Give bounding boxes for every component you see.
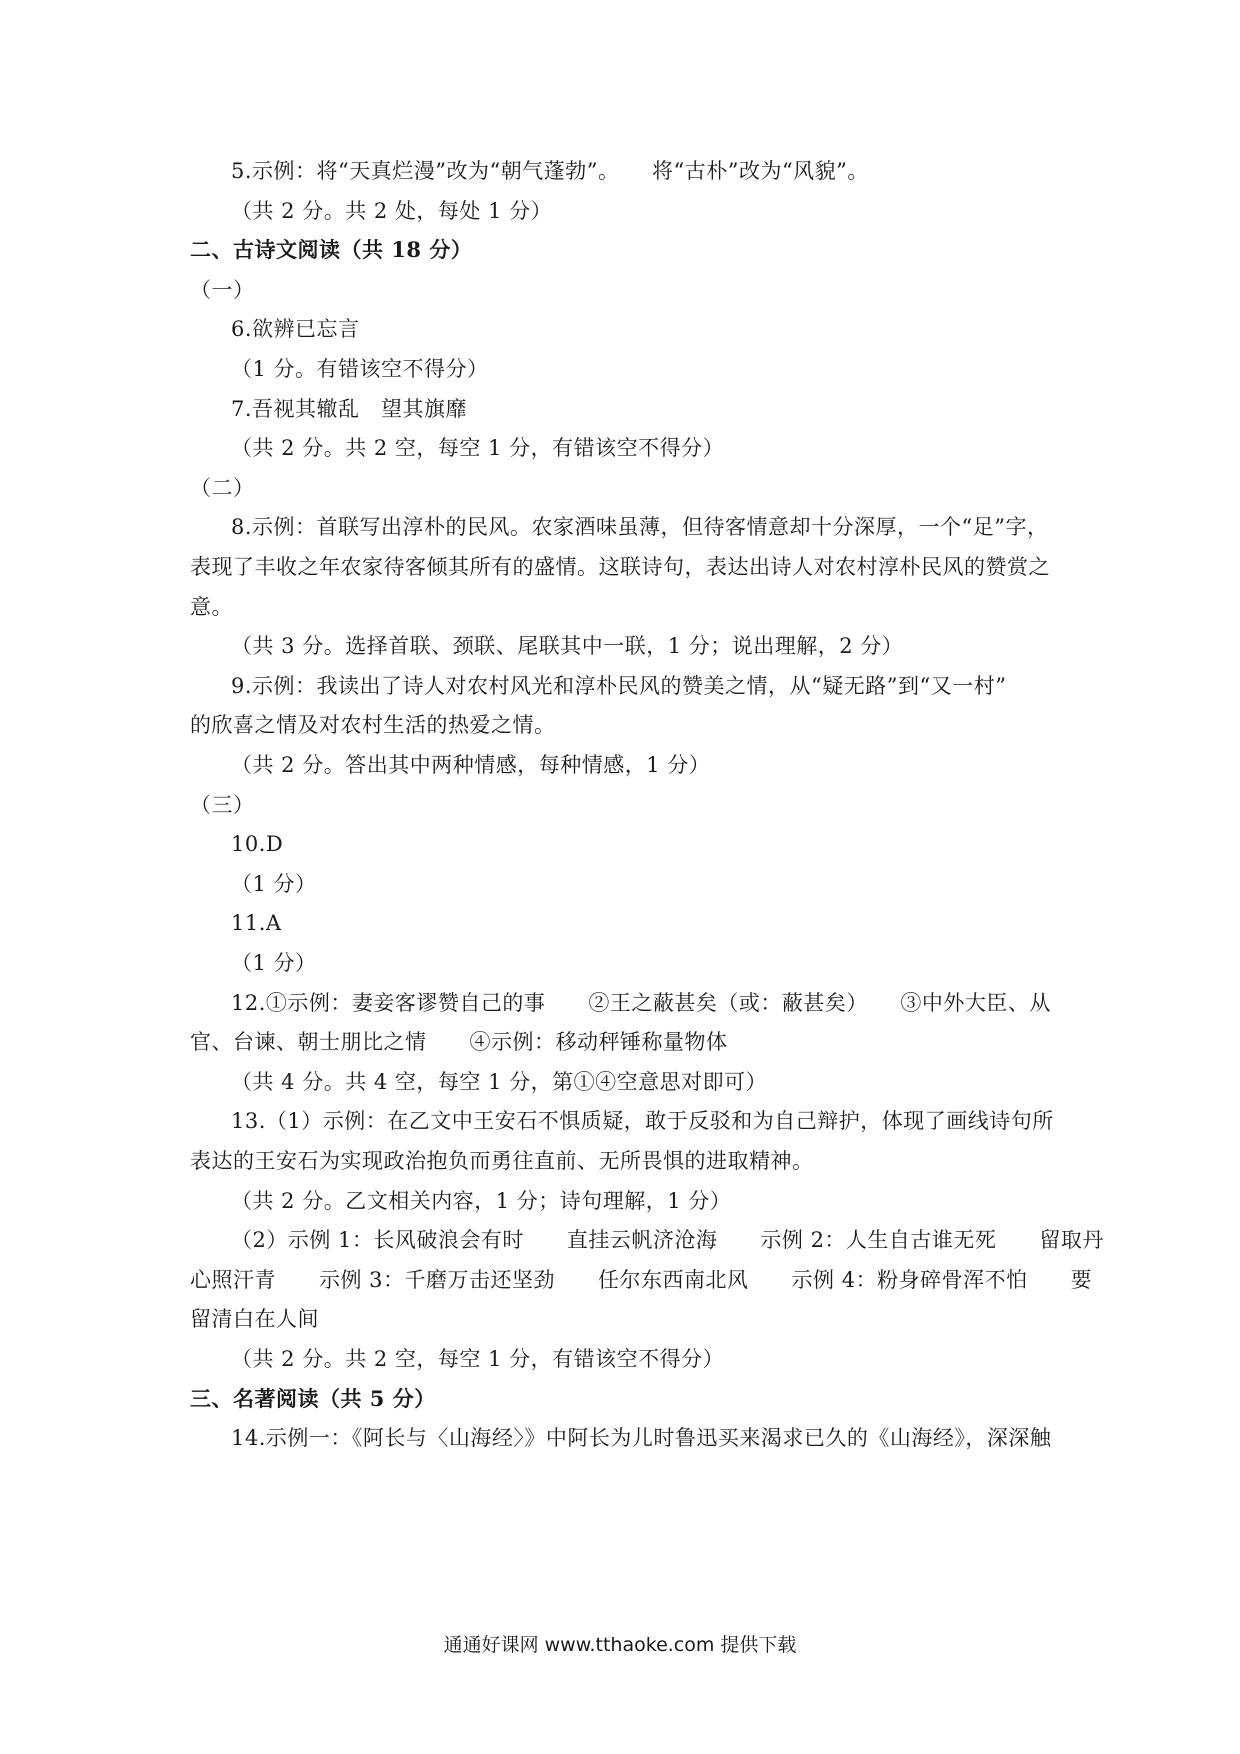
- text-line: （共 2 分。共 2 空，每空 1 分，有错该空不得分）: [231, 1347, 725, 1371]
- text-line: 的欣喜之情及对农村生活的热爱之情。: [190, 713, 556, 737]
- text-line: 8.示例：首联写出淳朴的民风。农家酒味虽薄，但待客情意却十分深厚，一个“足”字，: [231, 515, 1049, 539]
- text-line: 6.欲辨已忘言: [231, 317, 360, 341]
- text-line: 意。: [190, 595, 233, 619]
- text-line: 心照汗青 示例 3：千磨万击还坚劲 任尔东西南北风 示例 4：粉身碎骨浑不怕 要: [190, 1268, 1093, 1292]
- text-line: （共 3 分。选择首联、颈联、尾联其中一联，1 分；说出理解，2 分）: [231, 634, 904, 658]
- text-line: 二、古诗文阅读（共 18 分）: [190, 237, 473, 262]
- text-line: 11.A: [231, 911, 282, 935]
- text-line: 13.（1）示例：在乙文中王安石不惧质疑，敢于反驳和为自己辩护，体现了画线诗句所: [231, 1109, 1054, 1133]
- text-line: 表达的王安石为实现政治抱负而勇往直前、无所畏惧的进取精神。: [190, 1149, 814, 1173]
- text-line: （共 2 分。共 2 处，每处 1 分）: [231, 199, 553, 223]
- text-line: 官、台谏、朝士朋比之情 ④示例：移动秤锤称量物体: [190, 1030, 728, 1054]
- text-line: 10.D: [231, 832, 284, 856]
- text-line: 12.①示例：妻妾客谬赞自己的事 ②王之蔽甚矣（或：蔽甚矣） ③中外大臣、从: [231, 991, 1051, 1015]
- text-line: （1 分）: [231, 951, 317, 975]
- text-line: 14.示例一：《阿长与〈山海经〉》中阿长为儿时鲁迅买来渴求已久的《山海经》，深深触: [231, 1426, 1052, 1450]
- text-line: （1 分）: [231, 872, 317, 896]
- text-line: （二）: [190, 476, 255, 500]
- text-line: （1 分。有错该空不得分）: [231, 357, 489, 381]
- text-line: （一）: [190, 278, 255, 302]
- text-line: （共 2 分。乙文相关内容，1 分；诗句理解，1 分）: [231, 1189, 732, 1213]
- page-footer: 通通好课网 www.tthaoke.com 提供下载: [443, 1634, 797, 1656]
- text-line: （共 2 分。共 2 空，每空 1 分，有错该空不得分）: [231, 436, 725, 460]
- text-line: 留清白在人间: [190, 1307, 319, 1331]
- text-line: （2）示例 1：长风破浪会有时 直挂云帆济沧海 示例 2：人生自古谁无死 留取丹: [231, 1228, 1104, 1252]
- text-line: 7.吾视其辙乱 望其旗靡: [231, 397, 468, 421]
- text-line: 9.示例：我读出了诗人对农村风光和淳朴民风的赞美之情，从“疑无路”到“又一村”: [231, 674, 1007, 698]
- text-line: （共 4 分。共 4 空，每空 1 分，第①④空意思对即可）: [231, 1070, 768, 1094]
- text-line: 表现了丰收之年农家待客倾其所有的盛情。这联诗句，表达出诗人对农村淳朴民风的赞赏之: [190, 555, 1050, 579]
- text-line: （共 2 分。答出其中两种情感，每种情感，1 分）: [231, 753, 711, 777]
- text-line: （三）: [190, 793, 255, 817]
- text-line: 5.示例：将“天真烂漫”改为“朝气蓬勃”。 将“古朴”改为“风貌”。: [231, 159, 869, 183]
- text-line: 三、名著阅读（共 5 分）: [190, 1386, 436, 1411]
